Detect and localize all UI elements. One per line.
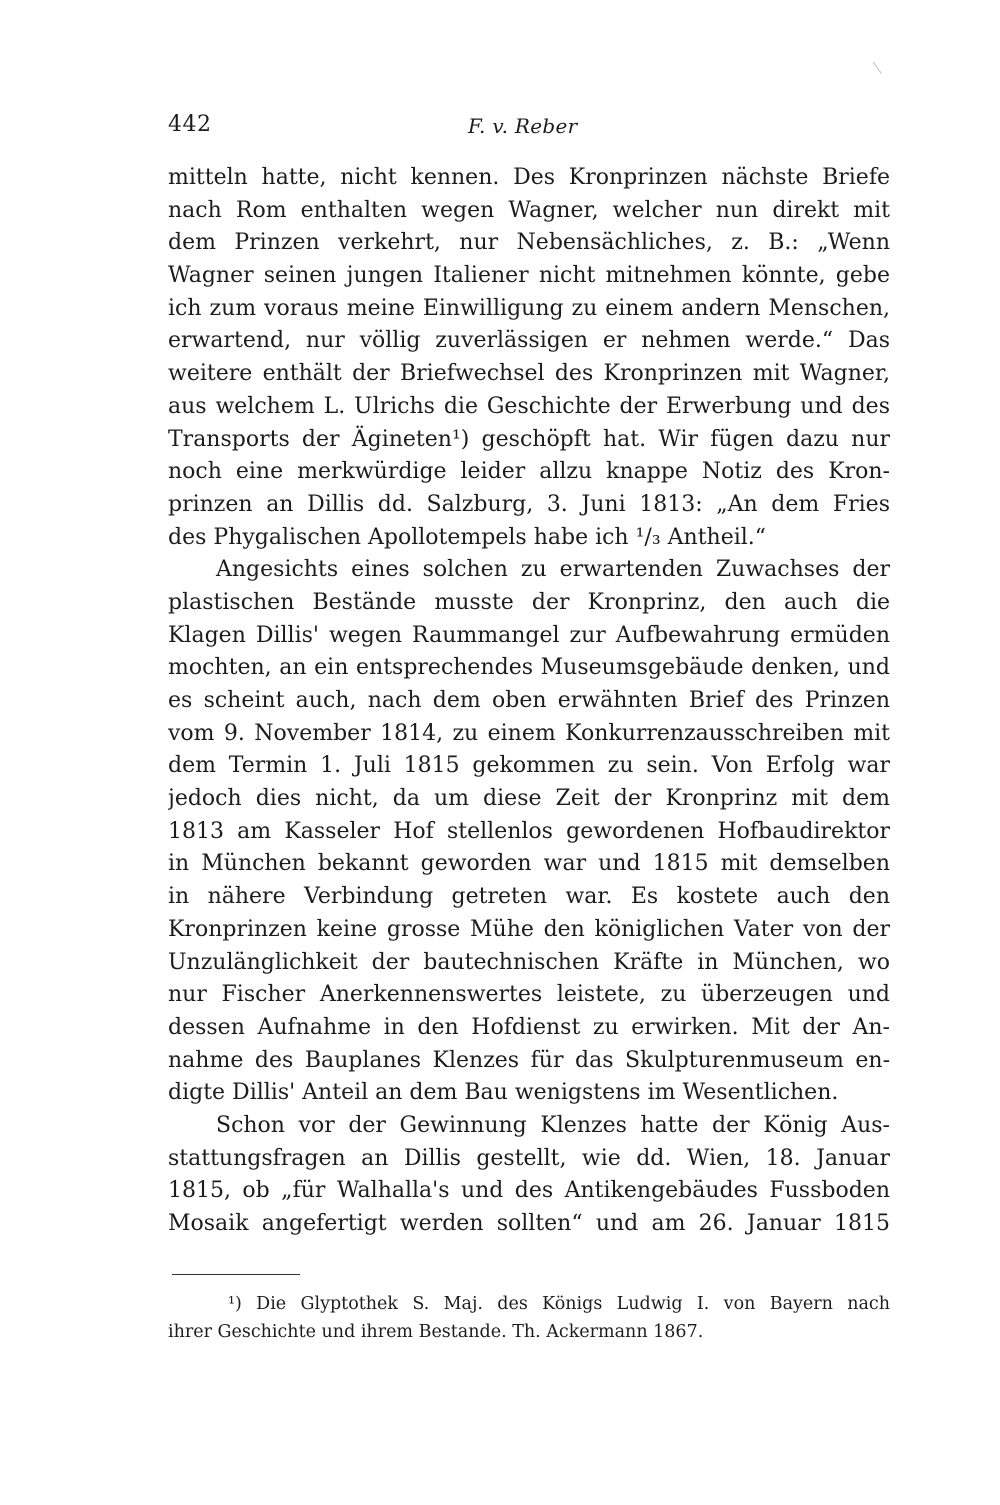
- text-line: Wagner seinen jungen Italiener nicht mitnehmen könnte, gebe: [168, 263, 890, 289]
- text-line: in nähere Verbindung getreten war. Es kostete auch den: [168, 884, 890, 910]
- text-line: erwartend, nur völlig zuverlässigen er nehmen werde.“ Das: [168, 328, 890, 354]
- text-line: weitere enthält der Briefwechsel des Kronprinzen mit Wagner,: [168, 361, 890, 387]
- text-line: Klagen Dillis' wegen Raummangel zur Aufbewahrung ermüden: [168, 622, 890, 648]
- footnote-divider: [172, 1274, 300, 1275]
- text-line: jedoch dies nicht, da um diese Zeit der Kronprinz mit dem: [168, 786, 890, 812]
- footnote: [168, 1290, 890, 1346]
- text-line: es scheint auch, nach dem oben erwähnten Brief des Prinzen: [168, 688, 890, 713]
- text-line: Transports der Ägineten¹) geschöpft hat. Wir fügen dazu nur: [168, 426, 890, 452]
- paragraph-1: [168, 162, 890, 554]
- text-line: des Phygalischen Apollotempels habe ich ¹/₃ Antheil.“: [168, 524, 767, 550]
- text-line: 1813 am Kasseler Hof stellenlos gewordenen Hofbaudirektor: [168, 818, 890, 844]
- scan-mark: [873, 56, 890, 74]
- footnote-line: ihrer Geschichte und ihrem Bestande. Th. Ackermann 1867.: [168, 1322, 704, 1342]
- text-line: Angesichts eines solchen zu erwartenden Zuwachses der: [216, 557, 890, 583]
- paragraph-3: [168, 1110, 890, 1241]
- text-line: Mosaik angefertigt werden sollten“ und am 26. Januar 1815: [168, 1211, 890, 1236]
- page-number: 442: [168, 112, 212, 137]
- text-line: stattungsfragen an Dillis gestellt, wie dd. Wien, 18. Januar: [168, 1145, 890, 1171]
- text-line: ich zum voraus meine Einwilligung zu einem andern Menschen,: [168, 295, 890, 321]
- body-text: [168, 162, 890, 1241]
- text-line: nach Rom enthalten wegen Wagner, welcher nun direkt mit: [168, 197, 890, 223]
- text-line: dessen Aufnahme in den Hofdienst zu erwirken. Mit der An-: [168, 1014, 890, 1040]
- text-line: nur Fischer Anerkennenswertes leistete, zu überzeugen und: [168, 982, 890, 1008]
- paragraph-2: [168, 554, 890, 1110]
- text-line: 1815, ob „für Walhalla's und des Antikengebäudes Fussboden: [168, 1178, 890, 1204]
- text-line: noch eine merkwürdige leider allzu knappe Notiz des Kron-: [168, 459, 890, 485]
- text-line: aus welchem L. Ulrichs die Geschichte der Erwerbung und des: [168, 393, 890, 419]
- text-line: dem Termin 1. Juli 1815 gekommen zu sein. Von Erfolg war: [168, 753, 890, 779]
- text-line: Unzulänglichkeit der bautechnischen Kräfte in München, wo: [168, 949, 890, 975]
- footnote-line: ¹) Die Glyptothek S. Maj. des Königs Ludwig I. von Bayern nach: [228, 1294, 890, 1314]
- running-head: F. v. Reber: [468, 114, 578, 138]
- text-line: mochten, an ein entsprechendes Museumsgebäude denken, und: [168, 655, 890, 681]
- text-line: in München bekannt geworden war und 1815 mit demselben: [168, 851, 890, 877]
- page-header: [168, 112, 890, 146]
- text-line: prinzen an Dillis dd. Salzburg, 3. Juni 1813: „An dem Fries: [168, 491, 890, 517]
- text-line: mitteln hatte, nicht kennen. Des Kronprinzen nächste Briefe: [168, 165, 890, 190]
- text-line: dem Prinzen verkehrt, nur Nebensächliches, z. B.: „Wenn: [168, 230, 890, 256]
- text-line: digte Dillis' Anteil an dem Bau wenigstens im Wesentlichen.: [168, 1080, 839, 1106]
- text-line: vom 9. November 1814, zu einem Konkurrenzausschreiben mit: [168, 720, 890, 746]
- text-line: Schon vor der Gewinnung Klenzes hatte der König Aus-: [216, 1112, 890, 1138]
- text-line: plastischen Bestände musste der Kronprinz, den auch die: [168, 589, 890, 615]
- text-line: nahme des Bauplanes Klenzes für das Skulpturenmuseum en-: [168, 1047, 890, 1073]
- text-line: Kronprinzen keine grosse Mühe den königlichen Vater von der: [168, 916, 890, 942]
